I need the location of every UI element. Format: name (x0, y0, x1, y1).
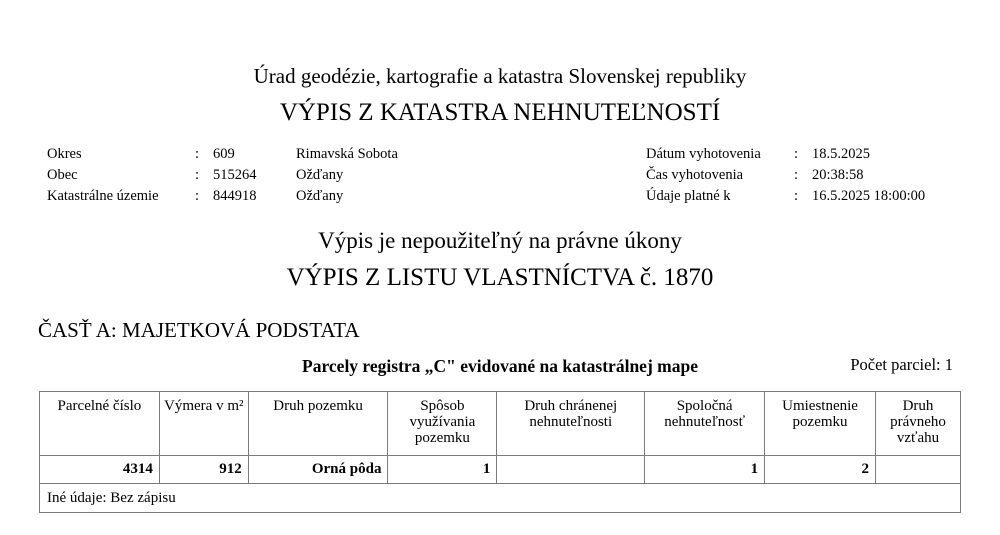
meta-separator: : (195, 146, 200, 162)
meta-code-katastralne-uzemie: 844918 (213, 188, 257, 204)
column-header: Druh chránenej nehnuteľnosti (497, 392, 645, 456)
cell-location: 2 (765, 456, 876, 484)
part-title: ČASŤ A: MAJETKOVÁ PODSTATA (38, 318, 360, 342)
other-data-note: Iné údaje: Bez zápisu (40, 484, 961, 513)
meta-separator: : (195, 188, 200, 204)
parcel-count: Počet parciel: 1 (850, 355, 953, 374)
column-header: Druh právneho vzťahu (876, 392, 961, 456)
cell-usage: 1 (388, 456, 497, 484)
meta-name-okres: Rimavská Sobota (296, 146, 398, 162)
table-row (40, 456, 961, 484)
cell-shared-property: 1 (645, 456, 765, 484)
meta-label-datum: Dátum vyhotovenia (646, 146, 761, 162)
meta-separator: : (794, 188, 799, 204)
meta-label-udaje-platne: Údaje platné k (646, 188, 731, 204)
column-header: Parcelné číslo (40, 392, 160, 456)
meta-label-obec: Obec (47, 167, 78, 183)
column-header: Spoločná nehnuteľnosť (645, 392, 765, 456)
column-header: Druh pozemku (248, 392, 388, 456)
meta-separator: : (195, 167, 200, 183)
meta-code-obec: 515264 (213, 167, 257, 183)
office-name: Úrad geodézie, kartografie a katastra Slovenskej republiky (253, 64, 747, 88)
cell-area: 912 (159, 456, 248, 484)
table-header-row (40, 392, 961, 456)
column-header: Výmera v m² (159, 392, 248, 456)
cell-protected-type (497, 456, 645, 484)
meta-label-katastralne-uzemie: Katastrálne územie (47, 188, 159, 204)
meta-value-udaje-platne: 16.5.2025 18:00:00 (812, 188, 926, 204)
column-header: Umiestnenie pozemku (765, 392, 876, 456)
parcels-table (39, 391, 961, 513)
lv-title: VÝPIS Z LISTU VLASTNÍCTVA č. 1870 (286, 264, 714, 291)
cell-legal-relation (876, 456, 961, 484)
cell-parcel-number: 4314 (40, 456, 160, 484)
warning-text: Výpis je nepoužiteľný na právne úkony (318, 228, 682, 253)
cell-land-type: Orná pôda (248, 456, 388, 484)
register-title: Parcely registra „C" evidované na katastrálnej mape (302, 356, 698, 376)
meta-code-okres: 609 (213, 146, 235, 162)
meta-label-cas: Čas vyhotovenia (646, 167, 744, 183)
meta-name-katastralne-uzemie: Ožďany (296, 188, 344, 204)
meta-separator: : (794, 167, 799, 183)
table-note-row (40, 484, 961, 513)
meta-value-cas: 20:38:58 (812, 167, 864, 183)
meta-separator: : (794, 146, 799, 162)
meta-value-datum: 18.5.2025 (812, 146, 870, 162)
document-title: VÝPIS Z KATASTRA NEHNUTEĽNOSTÍ (279, 99, 721, 126)
meta-name-obec: Ožďany (296, 167, 344, 183)
column-header: Spôsob využívania pozemku (388, 392, 497, 456)
meta-label-okres: Okres (47, 146, 82, 162)
